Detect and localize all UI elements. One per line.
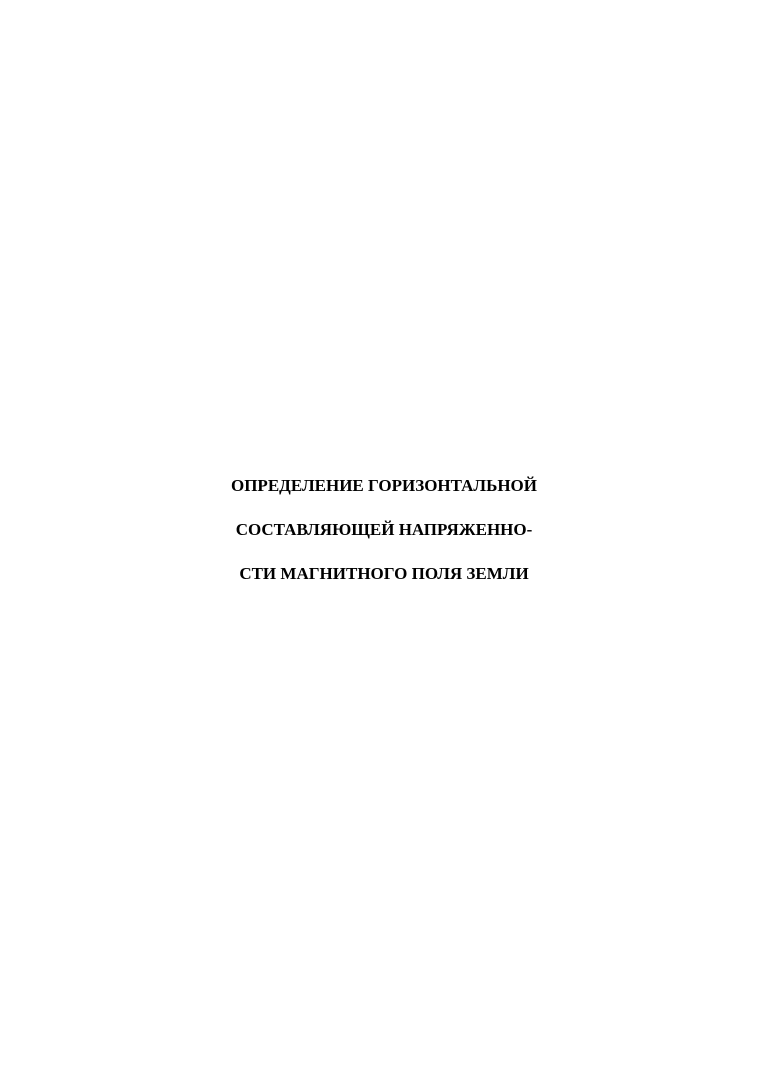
institution-line-1 bbox=[0, 163, 768, 184]
ministry-line-2 bbox=[0, 98, 768, 118]
document-subtitle bbox=[0, 697, 768, 714]
title-line-1: ОПРЕДЕЛЕНИЕ ГОРИЗОНТАЛЬНОЙ bbox=[230, 476, 537, 495]
ministry-line-3 bbox=[0, 118, 768, 138]
recommendation-line-3 bbox=[0, 824, 768, 846]
institution-line-2 bbox=[0, 184, 768, 205]
ministry-line-1 bbox=[0, 78, 768, 98]
title-line-2: СОСТАВЛЯЮЩЕЙ НАПРЯЖЕННО- bbox=[235, 520, 533, 539]
title-line-3: СТИ МАГНИТНОГО ПОЛЯ ЗЕМЛИ bbox=[239, 564, 529, 583]
department-name bbox=[0, 270, 768, 286]
recommendation-line-1 bbox=[0, 780, 768, 802]
author-name bbox=[0, 383, 768, 403]
city-year bbox=[0, 997, 768, 1017]
institution-line-3 bbox=[0, 205, 768, 226]
recommendation-line-2 bbox=[0, 802, 768, 824]
